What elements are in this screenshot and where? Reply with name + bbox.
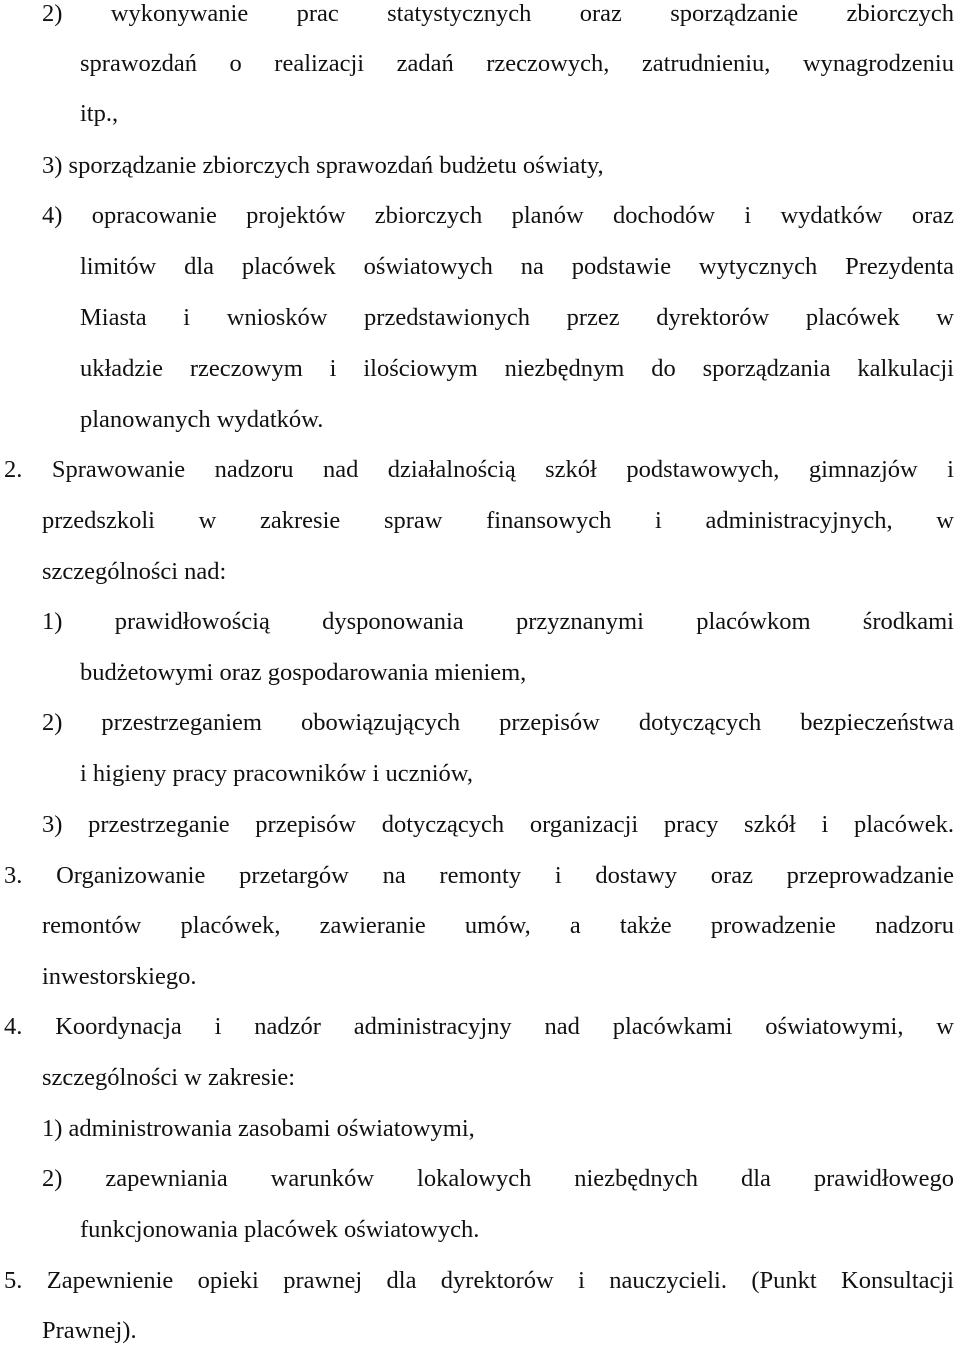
text-line: 4. Koordynacja i nadzór administracyjny nad placówkami oświatowymi, w [4, 1013, 954, 1040]
text-line: 3) przestrzeganie przepisów dotyczących organizacji pracy szkół i placówek. [42, 811, 954, 838]
text-line: i higieny pracy pracowników i uczniów, [80, 760, 474, 787]
text-line: remontów placówek, zawieranie umów, a także prowadzenie nadzoru [42, 912, 954, 939]
text-line: 2) zapewniania warunków lokalowych niezbędnych dla prawidłowego [42, 1165, 954, 1192]
text-line: 5. Zapewnienie opieki prawnej dla dyrektorów i nauczycieli. (Punkt Konsultacji [4, 1267, 954, 1294]
text-line: sprawozdań o realizacji zadań rzeczowych, zatrudnieniu, wynagrodzeniu [80, 50, 954, 77]
text-line: itp., [80, 100, 119, 127]
text-line: funkcjonowania placówek oświatowych. [80, 1216, 480, 1243]
text-line: Prawnej). [42, 1317, 137, 1344]
text-line: szczególności w zakresie: [42, 1064, 296, 1091]
text-line: 2) przestrzeganiem obowiązujących przepisów dotyczących bezpieczeństwa [42, 709, 954, 736]
text-line: 1) prawidłowością dysponowania przyznanymi placówkom środkami [42, 608, 954, 635]
text-line: 2. Sprawowanie nadzoru nad działalnością szkół podstawowych, gimnazjów i [4, 456, 954, 483]
text-line: 2) wykonywanie prac statystycznych oraz sporządzanie zbiorczych [42, 0, 954, 27]
text-line: limitów dla placówek oświatowych na podstawie wytycznych Prezydenta [80, 253, 954, 280]
text-line: Miasta i wniosków przedstawionych przez dyrektorów placówek w [80, 304, 954, 331]
text-line: układzie rzeczowym i ilościowym niezbędnym do sporządzania kalkulacji [80, 355, 954, 382]
text-line: 3) sporządzanie zbiorczych sprawozdań budżetu oświaty, [42, 152, 604, 179]
text-line: 1) administrowania zasobami oświatowymi, [42, 1115, 475, 1142]
text-line: budżetowymi oraz gospodarowania mieniem, [80, 659, 527, 686]
text-line: 3. Organizowanie przetargów na remonty i dostawy oraz przeprowadzanie [4, 862, 954, 889]
text-line: 4) opracowanie projektów zbiorczych planów dochodów i wydatków oraz [42, 202, 954, 229]
text-line: planowanych wydatków. [80, 406, 324, 433]
text-line: szczególności nad: [42, 558, 227, 585]
text-line: inwestorskiego. [42, 963, 197, 990]
text-line: przedszkoli w zakresie spraw finansowych i administracyjnych, w [42, 507, 954, 534]
